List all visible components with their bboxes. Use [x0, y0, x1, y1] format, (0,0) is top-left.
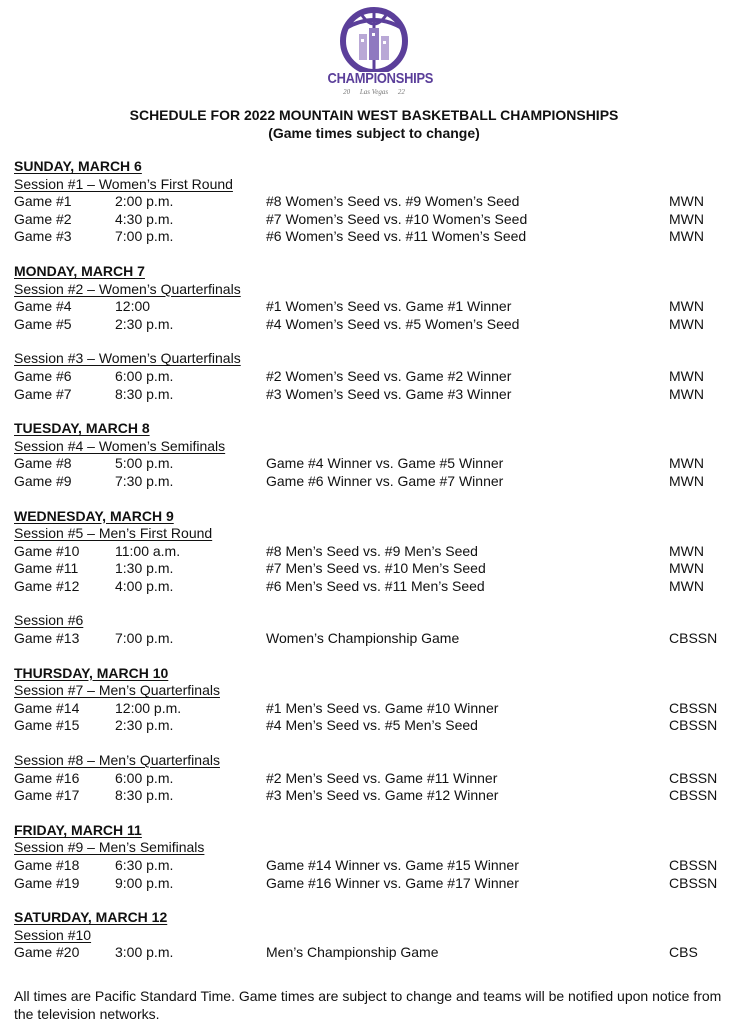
page-title-block [0, 106, 748, 142]
game-row [14, 770, 734, 788]
game-row [14, 578, 734, 596]
game-matchup: Game #4 Winner vs. Game #5 Winner [266, 455, 504, 472]
game-number: Game #9 [14, 472, 72, 489]
game-time: 2:30 p.m. [115, 315, 174, 332]
session-heading: Session #2 – Women’s Quarterfinals [14, 280, 241, 297]
session-block [14, 927, 734, 962]
game-matchup: #1 Women’s Seed vs. Game #1 Winner [266, 298, 512, 315]
game-matchup: #3 Men’s Seed vs. Game #12 Winner [266, 787, 499, 804]
day-heading: THURSDAY, MARCH 10 [14, 664, 169, 681]
session-heading: Session #5 – Men’s First Round [14, 525, 213, 542]
game-time: 11:00 a.m. [115, 542, 181, 559]
game-row [14, 316, 734, 334]
game-number: Game #1 [14, 193, 72, 210]
game-matchup: Women’s Championship Game [266, 630, 460, 647]
game-time: 7:30 p.m. [115, 472, 174, 489]
game-row [14, 717, 734, 735]
page-title: SCHEDULE FOR 2022 MOUNTAIN WEST BASKETBALL CHAMPIONSHIPS [129, 107, 619, 123]
game-time: 6:30 p.m. [115, 857, 174, 873]
session-block [14, 682, 734, 735]
game-number: Game #2 [14, 210, 72, 227]
game-matchup: #4 Women’s Seed vs. #5 Women’s Seed [266, 315, 520, 332]
game-number: Game #20 [14, 944, 80, 961]
game-time: 7:00 p.m. [115, 228, 174, 245]
game-time: 5:00 p.m. [115, 455, 174, 472]
game-matchup: #8 Women’s Seed vs. #9 Women’s Seed [266, 193, 520, 210]
game-row [14, 875, 734, 893]
session-heading: Session #10 [14, 926, 92, 943]
day-block [14, 665, 734, 805]
day-block [14, 420, 734, 490]
game-network: MWN [669, 542, 704, 559]
day-heading: MONDAY, MARCH 7 [14, 262, 145, 279]
day-heading: TUESDAY, MARCH 8 [14, 420, 150, 437]
day-heading: FRIDAY, MARCH 11 [14, 821, 142, 838]
session-heading: Session #9 – Men’s Semifinals [14, 839, 205, 856]
game-network: CBS [669, 944, 698, 961]
game-matchup: #2 Men’s Seed vs. Game #11 Winner [266, 769, 498, 786]
game-time: 4:00 p.m. [115, 577, 174, 594]
day-block [14, 508, 734, 648]
game-row [14, 857, 734, 875]
session-heading: Session #1 – Women’s First Round [14, 175, 233, 192]
game-row [14, 787, 734, 805]
game-time: 8:30 p.m. [115, 787, 174, 804]
day-block [14, 822, 734, 892]
session-block [14, 176, 734, 246]
day-heading: SUNDAY, MARCH 6 [14, 158, 142, 174]
game-number: Game #7 [14, 385, 72, 402]
session-heading: Session #4 – Women’s Semifinals [14, 437, 226, 454]
game-time: 6:00 p.m. [115, 367, 174, 384]
game-number: Game #11 [14, 560, 79, 577]
game-number: Game #10 [14, 542, 80, 559]
game-matchup: #7 Women’s Seed vs. #10 Women’s Seed [266, 210, 528, 227]
game-number: Game #14 [14, 699, 80, 716]
game-row [14, 193, 734, 211]
game-network: MWN [669, 472, 704, 489]
game-row [14, 386, 734, 404]
page-subtitle: (Game times subject to change) [268, 125, 480, 141]
game-network: MWN [669, 315, 704, 332]
game-network: CBSSN [669, 787, 718, 804]
game-time: 1:30 p.m. [115, 560, 174, 577]
game-time: 9:00 p.m. [115, 874, 174, 891]
game-number: Game #13 [14, 630, 80, 647]
game-number: Game #6 [14, 367, 72, 384]
game-matchup: #1 Men’s Seed vs. Game #10 Winner [266, 699, 499, 716]
game-network: MWN [669, 560, 704, 577]
schedule [14, 158, 734, 979]
game-time: 8:30 p.m. [115, 385, 174, 402]
game-row [14, 560, 734, 578]
game-number: Game #4 [14, 298, 72, 315]
day-heading: SATURDAY, MARCH 12 [14, 909, 168, 926]
game-matchup: #8 Men’s Seed vs. #9 Men’s Seed [266, 542, 478, 559]
logo-wordmark: CHAMPIONSHIPS [327, 70, 434, 87]
game-matchup: Game #16 Winner vs. Game #17 Winner [266, 874, 519, 891]
game-network: MWN [669, 385, 704, 402]
session-block [14, 525, 734, 595]
day-block [14, 909, 734, 962]
session-heading: Session #3 – Women’s Quarterfinals [14, 350, 241, 367]
game-network: MWN [669, 193, 704, 210]
game-network: CBSSN [669, 630, 718, 647]
basketball-icon [320, 6, 428, 72]
game-number: Game #15 [14, 717, 80, 734]
game-time: 12:00 [115, 298, 151, 315]
game-row [14, 630, 734, 648]
game-time: 2:30 p.m. [115, 717, 174, 734]
logo-subline [320, 88, 428, 96]
day-block [14, 158, 734, 246]
game-number: Game #3 [14, 228, 72, 245]
game-network: CBSSN [669, 857, 718, 873]
logo-script: Las Vegas [359, 88, 389, 96]
game-row [14, 700, 734, 718]
footnote: All times are Pacific Standard Time. Game times are subject to change and teams will be notified upon notice from the television networks. [14, 988, 722, 1022]
game-matchup: #3 Women’s Seed vs. Game #3 Winner [266, 385, 512, 402]
game-number: Game #8 [14, 455, 72, 472]
game-network: CBSSN [669, 769, 718, 786]
session-block [14, 752, 734, 805]
game-matchup: Game #6 Winner vs. Game #7 Winner [266, 472, 504, 489]
game-number: Game #17 [14, 787, 80, 804]
session-block [14, 839, 734, 892]
game-matchup: Game #14 Winner vs. Game #15 Winner [266, 857, 519, 873]
game-row [14, 211, 734, 229]
game-number: Game #19 [14, 874, 80, 891]
game-network: CBSSN [669, 717, 718, 734]
logo-year-right: 22 [397, 88, 405, 96]
session-heading: Session #7 – Men’s Quarterfinals [14, 682, 220, 699]
game-time: 2:00 p.m. [115, 193, 174, 210]
game-network: MWN [669, 298, 704, 315]
game-row [14, 455, 734, 473]
game-time: 4:30 p.m. [115, 210, 174, 227]
session-block [14, 438, 734, 491]
game-matchup: #2 Women’s Seed vs. Game #2 Winner [266, 367, 512, 384]
game-number: Game #16 [14, 769, 80, 786]
game-network: MWN [669, 455, 704, 472]
session-block [14, 612, 734, 647]
game-network: MWN [669, 228, 704, 245]
game-row [14, 543, 734, 561]
session-heading: Session #6 [14, 612, 84, 629]
game-number: Game #12 [14, 577, 80, 594]
game-matchup: #6 Men’s Seed vs. #11 Men’s Seed [266, 577, 485, 594]
day-block [14, 263, 734, 403]
game-number: Game #5 [14, 315, 72, 332]
logo-year-left: 20 [343, 88, 351, 96]
game-time: 6:00 p.m. [115, 769, 174, 786]
game-row [14, 228, 734, 246]
session-heading: Session #8 – Men’s Quarterfinals [14, 752, 220, 769]
game-network: CBSSN [669, 699, 718, 716]
championships-logo [320, 6, 434, 100]
game-matchup: #4 Men’s Seed vs. #5 Men’s Seed [266, 717, 478, 734]
game-row [14, 944, 734, 962]
game-matchup: #7 Men’s Seed vs. #10 Men’s Seed [266, 560, 486, 577]
game-number: Game #18 [14, 857, 80, 873]
session-block [14, 281, 734, 334]
session-block [14, 350, 734, 403]
day-heading: WEDNESDAY, MARCH 9 [14, 507, 174, 524]
game-matchup: #6 Women’s Seed vs. #11 Women’s Seed [266, 228, 527, 245]
game-row [14, 368, 734, 386]
game-network: MWN [669, 210, 704, 227]
game-time: 3:00 p.m. [115, 944, 174, 961]
game-network: CBSSN [669, 874, 718, 891]
game-row [14, 473, 734, 491]
game-time: 12:00 p.m. [115, 699, 182, 716]
game-matchup: Men’s Championship Game [266, 944, 439, 961]
game-time: 7:00 p.m. [115, 630, 174, 647]
game-network: MWN [669, 577, 704, 594]
game-row [14, 298, 734, 316]
game-network: MWN [669, 367, 704, 384]
